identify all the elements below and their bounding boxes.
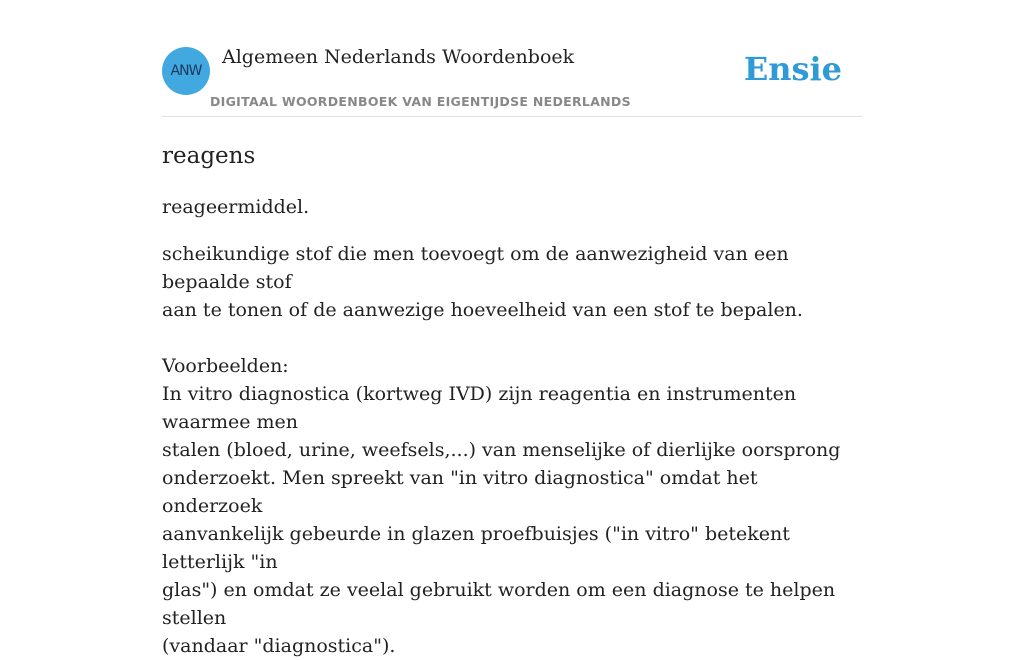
- site-header: [162, 0, 862, 117]
- definition-line: scheikundige stof die men toevoegt om de aanwezigheid van een bepaalde stof: [162, 243, 789, 293]
- examples-label: Voorbeelden:: [162, 355, 289, 377]
- example-line: onderzoekt. Men spreekt van "in vitro diagnostica" omdat het onderzoek: [162, 467, 758, 517]
- example-line: glas") en omdat ze veelal gebruikt worden om een diagnose te helpen stellen: [162, 579, 836, 629]
- entry-synonym: reageermiddel.: [162, 196, 310, 218]
- site-subtitle: DIGITAAL WOORDENBOEK VAN EIGENTIJDSE NEDERLANDS: [210, 94, 631, 109]
- definition-line: aan te tonen of de aanwezige hoeveelheid van een stof te bepalen.: [162, 299, 803, 321]
- entry-headword: reagens: [162, 143, 256, 169]
- paragraph-spacer: [162, 324, 862, 352]
- entry-definition: [162, 240, 862, 660]
- anw-logo[interactable]: ANW: [162, 47, 210, 95]
- example-line: In vitro diagnostica (kortweg IVD) zijn reagentia en instrumenten waarmee men: [162, 383, 797, 433]
- example-line: aanvankelijk gebeurde in glazen proefbuisjes ("in vitro" betekent letterlijk "in: [162, 523, 790, 573]
- example-line: (vandaar "diagnostica").: [162, 635, 396, 657]
- example-line: stalen (bloed, urine, weefsels,...) van menselijke of dierlijke oorsprong: [162, 439, 841, 461]
- ensie-brand-logo[interactable]: Ensie: [743, 50, 842, 88]
- page-container: [162, 0, 862, 660]
- site-title[interactable]: Algemeen Nederlands Woordenboek: [222, 46, 575, 68]
